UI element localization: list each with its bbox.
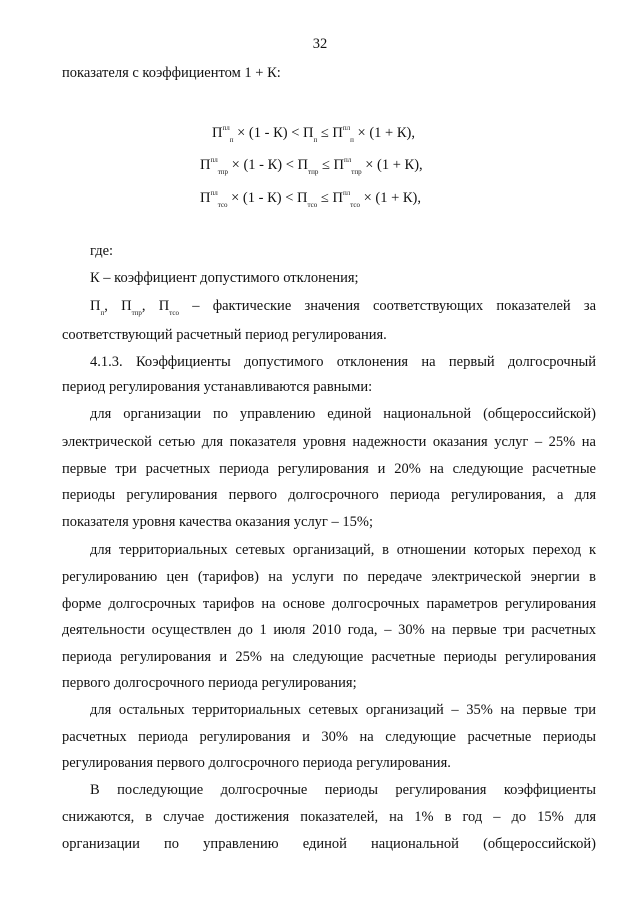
formula-2: $П^{пл}_{тпр} \times (1 - К) < П_{тпр} \le П^{пл}_{тпр} \times (1 + К)$, <box>200 156 423 176</box>
where-label: где: <box>90 243 114 259</box>
text-line: для организации по управлению единой национальной (общероссийской) <box>90 406 596 422</box>
text-line: периода регулирования и 25% на следующие расчетные периоды регулирования <box>62 649 596 665</box>
text-line: форме долгосрочных тарифов на основе долгосрочных параметров регулирования <box>62 596 596 612</box>
formula-1: $П^{пл}_п \times (1 - К) < П_п \le П^{пл}_п \times (1 + К)$, <box>212 124 415 144</box>
text-line: организации по управлению единой национальной (общероссийской) <box>62 836 596 852</box>
intro-line: показателя с коэффициентом 1 + К: <box>62 65 281 81</box>
text-line: электрической сетью для показателя уровня надежности оказания услуг – 25% на <box>62 434 596 450</box>
k-definition: К – коэффициент допустимого отклонения; <box>90 270 359 286</box>
text-line: для остальных территориальных сетевых организаций – 35% на первые три <box>90 702 596 718</box>
text-line: расчетных периода регулирования и 30% на следующие расчетные периоды <box>62 729 596 745</box>
text-line: первые три расчетных периода регулирования и 20% на следующие расчетные <box>62 461 596 477</box>
formula-3: $П^{пл}_{тсо} \times (1 - К) < П_{тсо} \le П^{пл}_{тсо} \times (1 + К)$, <box>200 189 422 209</box>
text-line: период регулирования устанавливаются равными: <box>62 379 373 395</box>
text-line: первого долгосрочного периода регулирования; <box>62 675 357 691</box>
text-line: деятельности осуществлен до 1 июля 2010 года, – 30% на первые три расчетных <box>62 622 596 638</box>
text-line: соответствующий расчетный период регулирования. <box>62 327 387 343</box>
text-line: В последующие долгосрочные периоды регулирования коэффициенты <box>90 782 596 798</box>
p-definition: $П_п$, $П_{тпр}$, $П_{тсо}$ – фактические значения соответствующих показателей за <box>90 298 597 317</box>
text-line: регулирования первого долгосрочного периода регулирования. <box>62 755 451 771</box>
text-line: снижаются, в случае достижения показателей, на 1% в год – до 15% для <box>62 809 596 825</box>
text-line: показателя уровня качества оказания услуг – 15%; <box>62 514 373 530</box>
text-line: 4.1.3. Коэффициенты допустимого отклонения на первый долгосрочный <box>90 354 596 370</box>
text-line: периоды регулирования первого долгосрочного периода регулирования, а для <box>62 487 596 503</box>
text-line: для территориальных сетевых организаций, в отношении которых переход к <box>90 542 596 558</box>
text-line: регулированию цен (тарифов) на услуги по передаче электрической энергии в <box>62 569 596 585</box>
page-number: 32 <box>312 36 328 52</box>
